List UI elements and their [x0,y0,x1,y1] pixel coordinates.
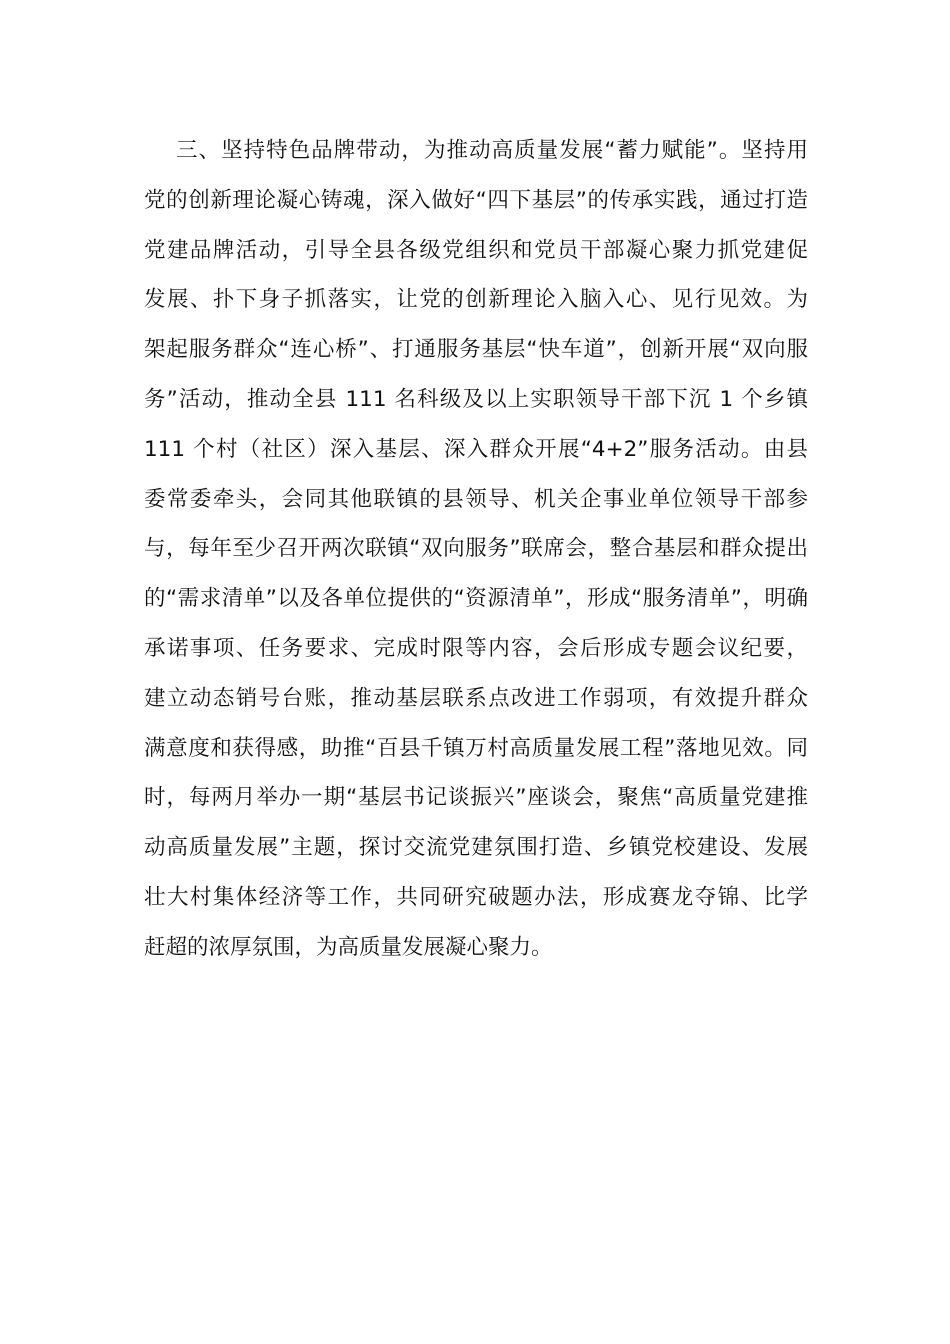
paragraph-line: 111 个村（社区）深入基层、深入群众开展“4+2”服务活动。由县 [144,436,808,462]
paragraph-line: 党的创新理论凝心铸魂，深入做好“四下基层”的传承实践，通过打造 [144,187,808,213]
paragraph-line: 建立动态销号台账，推动基层联系点改进工作弱项，有效提升群众 [144,685,808,711]
paragraph-line: 动高质量发展”主题，探讨交流党建氛围打造、乡镇党校建设、发展 [144,835,808,861]
body-paragraph [144,126,808,973]
paragraph-line: 的“需求清单”以及各单位提供的“资源清单”，形成“服务清单”，明确 [144,586,808,612]
paragraph-line: 党建品牌活动，引导全县各级党组织和党员干部凝心聚力抓党建促 [144,237,808,263]
paragraph-line: 壮大村集体经济等工作，共同研究破题办法，形成赛龙夺锦、比学 [144,884,808,910]
paragraph-line: 委常委牵头，会同其他联镇的县领导、机关企事业单位领导干部参 [144,486,808,512]
paragraph-line: 发展、扑下身子抓落实，让党的创新理论入脑入心、见行见效。为 [144,287,808,313]
paragraph-line: 时，每两月举办一期“基层书记谈振兴”座谈会，聚焦“高质量党建推 [144,785,808,811]
paragraph-line: 赶超的浓厚氛围，为高质量发展凝心聚力。 [144,934,553,960]
paragraph-line: 承诺事项、任务要求、完成时限等内容，会后形成专题会议纪要， [144,635,808,661]
paragraph-line: 与，每年至少召开两次联镇“双向服务”联席会，整合基层和群众提出 [144,536,808,562]
paragraph-line: 满意度和获得感，助推“百县千镇万村高质量发展工程”落地见效。同 [144,735,808,761]
paragraph-line: 务”活动，推动全县 111 名科级及以上实职领导干部下沉 1 个乡镇 [144,386,808,412]
paragraph-line: 架起服务群众“连心桥”、打通服务基层“快车道”，创新开展“双向服 [144,337,808,363]
paragraph-line: 三、坚持特色品牌带动，为推动高质量发展“蓄力赋能”。坚持用 [176,138,808,163]
